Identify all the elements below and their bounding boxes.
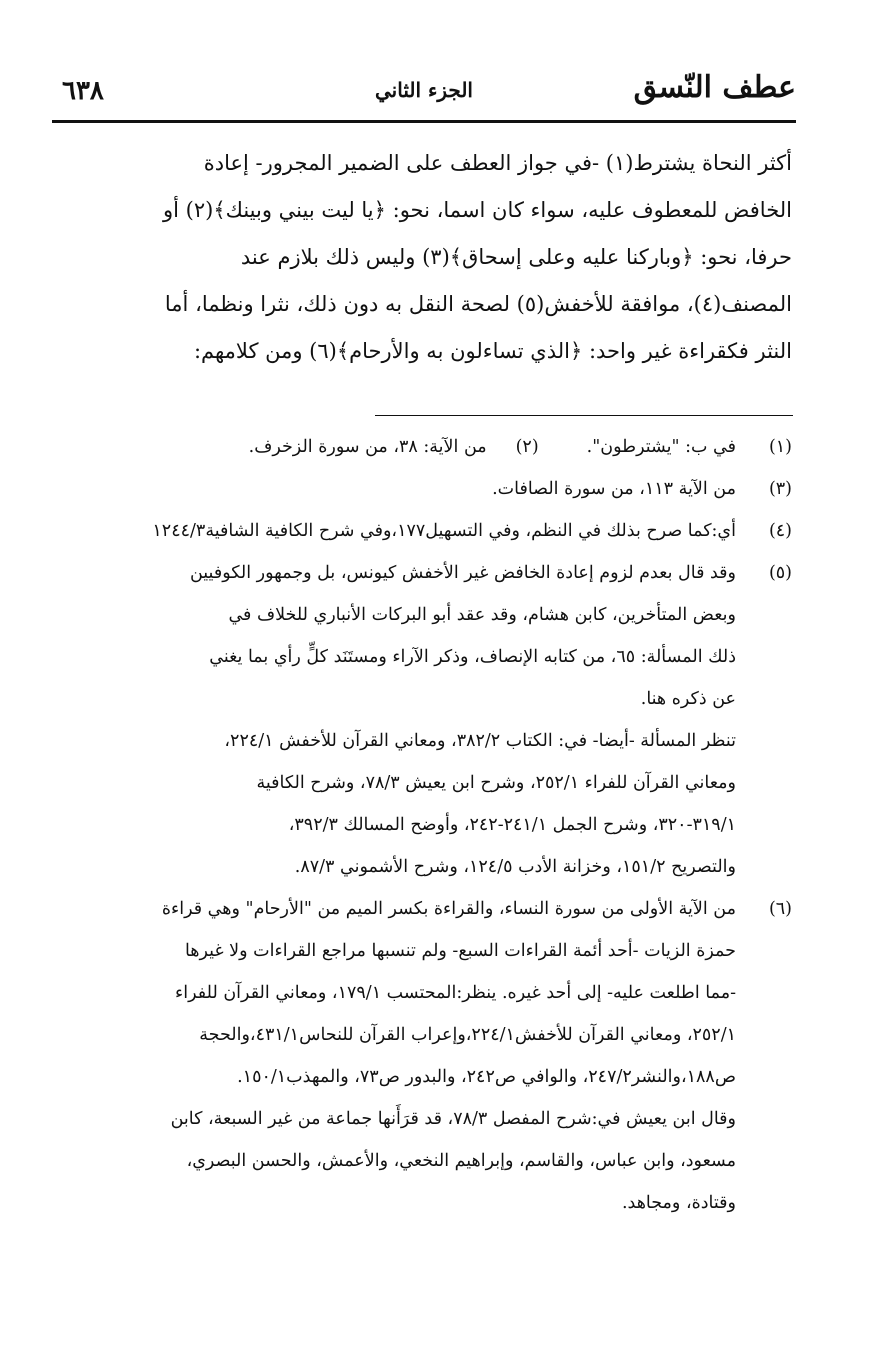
footnote-number: (١) bbox=[768, 437, 792, 457]
footnote-number: (٦) bbox=[768, 899, 792, 919]
footnote-line: مسعود، وابن عباس، والقاسم، وإبراهيم النخعي، والأعمش، والحسن البصري، bbox=[186, 1151, 736, 1171]
main-line: المصنف(٤)، موافقة للأخفش(٥) لصحة النقل به دون ذلك، نثرا ونظما، أما bbox=[164, 292, 792, 316]
footnote-line: ص١٨٨،والنشر٢٤٧/٢، والوافي ص٢٤٢، والبدور ص٧٣، والمهذب١٥٠/١. bbox=[237, 1067, 736, 1087]
footnote-line: وقتادة، ومجاهد. bbox=[621, 1193, 736, 1213]
footnote-line: ومعاني القرآن للفراء ٢٥٢/١، وشرح ابن يعيش ٧٨/٣، وشرح الكافية bbox=[256, 773, 736, 793]
footnote-5 bbox=[70, 552, 792, 594]
footnote-row-1-2 bbox=[70, 426, 792, 468]
footnote-text: أي:كما صرح بذلك في النظم، وفي التسهيل١٧٧،وفي شرح الكافية الشافية١٢٤٤/٣ bbox=[152, 521, 736, 541]
footnote-text: من الآية ١١٣، من سورة الصافات. bbox=[492, 479, 736, 499]
main-line: أكثر النحاة يشترط(١) -في جواز العطف على الضمير المجرور- إعادة bbox=[203, 151, 792, 175]
footnote-line: -مما اطلعت عليه- إلى أحد غيره. ينظر:المحتسب ١٧٩/١، ومعاني القرآن للفراء bbox=[175, 983, 736, 1003]
footnote-line: ٣١٩/١-٣٢٠، وشرح الجمل ٢٤١/١-٢٤٢، وأوضح المسالك ٣٩٢/٣، bbox=[288, 815, 736, 835]
footnote-text: من الآية الأولى من سورة النساء، والقراءة بكسر الميم من "الأرحام" وهي قراءة bbox=[161, 899, 736, 919]
book-title: عطف النّسق bbox=[633, 70, 796, 105]
footnote-line: والتصريح ١٥١/٢، وخزانة الأدب ١٢٤/٥، وشرح الأشموني ٨٧/٣. bbox=[294, 857, 736, 877]
footnote-3 bbox=[70, 468, 792, 510]
footnote-4 bbox=[70, 510, 792, 552]
footnote-number: (٤) bbox=[768, 521, 792, 541]
main-line: حرفا، نحو: ﴿وباركنا عليه وعلى إسحاق﴾(٣) وليس ذلك بلازم عند bbox=[240, 245, 792, 269]
running-header bbox=[52, 62, 796, 116]
footnote-text: وقد قال بعدم لزوم إعادة الخافض غير الأخفش كيونس، بل وجمهور الكوفيين bbox=[189, 563, 736, 583]
footnote-number: (٢) bbox=[515, 437, 539, 457]
footnote-line: حمزة الزيات -أحد أئمة القراءات السبع- ولم تنسبها مراجع القراءات ولا غيرها bbox=[184, 941, 736, 961]
part-label: الجزء الثاني bbox=[375, 78, 473, 102]
footnote-text: من الآية: ٣٨، من سورة الزخرف. bbox=[248, 437, 487, 457]
header-rule bbox=[52, 120, 796, 123]
footnote-line: عن ذكره هنا. bbox=[640, 689, 736, 709]
footnote-5-continued bbox=[70, 594, 792, 888]
footnote-text: في ب: "يشترطون". bbox=[586, 437, 736, 457]
footnote-line: وقال ابن يعيش في:شرح المفصل ٧٨/٣، قد قرَأَنها جماعة من غير السبعة، كابن bbox=[170, 1109, 736, 1129]
footnote-line: وبعض المتأخرين، كابن هشام، وقد عقد أبو البركات الأنباري للخلاف في bbox=[228, 605, 736, 625]
page-number: ٦٣٨ bbox=[62, 76, 104, 106]
footnote-6-continued bbox=[70, 930, 792, 1224]
footnote-line: تنظر المسألة -أيضا- في: الكتاب ٣٨٢/٢، ومعاني القرآن للأخفش ٢٢٤/١، bbox=[224, 731, 736, 751]
footnotes bbox=[70, 426, 792, 1224]
main-text bbox=[70, 140, 792, 375]
footnote-number: (٥) bbox=[768, 563, 792, 583]
footnote-line: ٢٥٢/١، ومعاني القرآن للأخفش٢٢٤/١،وإعراب القرآن للنحاس٤٣١/١،والحجة bbox=[199, 1025, 736, 1045]
main-line: الخافض للمعطوف عليه، سواء كان اسما، نحو: ﴿يا ليت بيني وبينك﴾(٢) أو bbox=[163, 198, 792, 222]
main-line: النثر فكقراءة غير واحد: ﴿الذي تساءلون به والأرحام﴾(٦) ومن كلامهم: bbox=[193, 339, 792, 363]
footnote-rule bbox=[375, 415, 793, 416]
footnote-line: ذلك المسألة: ٦٥، من كتابه الإنصاف، وذكر الآراء ومستَنَد كلٍّ رأي بما يغني bbox=[209, 647, 736, 667]
footnote-6 bbox=[70, 888, 792, 930]
footnote-number: (٣) bbox=[768, 479, 792, 499]
